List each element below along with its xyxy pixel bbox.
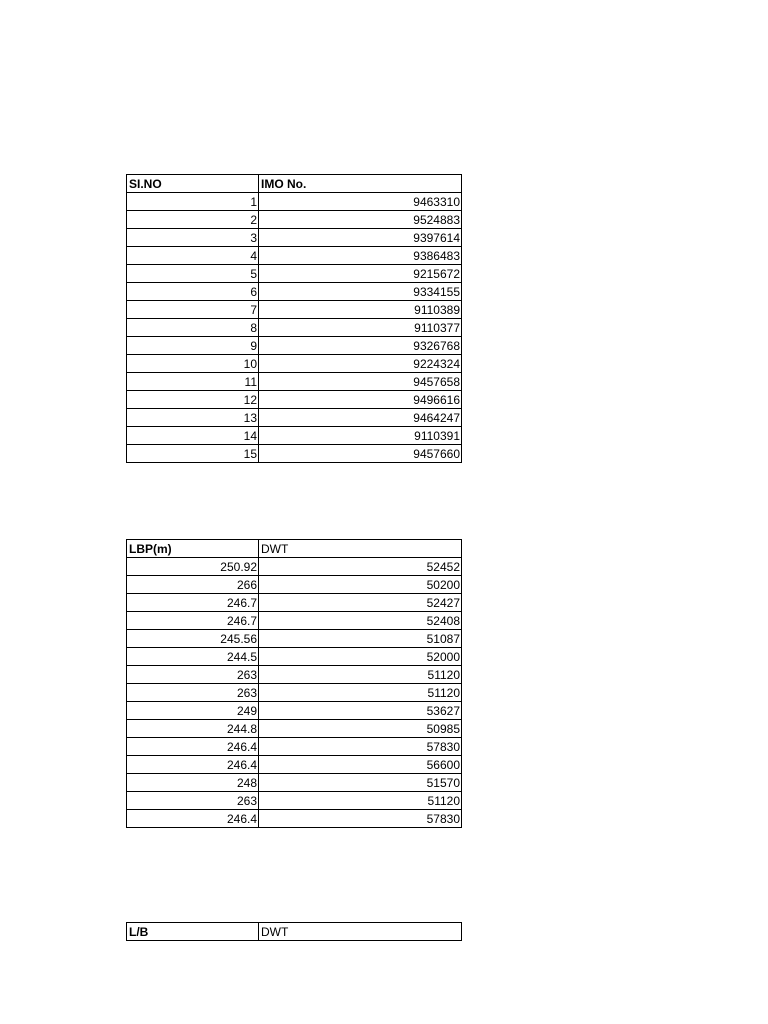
table-cell[interactable]: 2 <box>127 211 259 229</box>
table-row <box>127 391 462 409</box>
header-dwt[interactable]: DWT <box>259 540 462 558</box>
table-cell[interactable]: 9215672 <box>259 265 462 283</box>
header-imo-no[interactable]: IMO No. <box>259 175 462 193</box>
table-cell[interactable]: 52427 <box>259 594 462 612</box>
table-row <box>127 594 462 612</box>
table-cell[interactable]: 9463310 <box>259 193 462 211</box>
table-cell[interactable]: 50200 <box>259 576 462 594</box>
table-row <box>127 373 462 391</box>
table-cell[interactable]: 249 <box>127 702 259 720</box>
lb-dwt-table-header-row <box>127 923 462 941</box>
table-cell[interactable]: 14 <box>127 427 259 445</box>
table-row <box>127 792 462 810</box>
table-cell[interactable]: 1 <box>127 193 259 211</box>
table-row <box>127 211 462 229</box>
table-cell[interactable]: 50985 <box>259 720 462 738</box>
table-cell[interactable]: 9334155 <box>259 283 462 301</box>
table-cell[interactable]: 9110391 <box>259 427 462 445</box>
lbp-dwt-table <box>126 539 462 828</box>
table-cell[interactable]: 52452 <box>259 558 462 576</box>
table-cell[interactable]: 263 <box>127 792 259 810</box>
table-cell[interactable]: 13 <box>127 409 259 427</box>
table-row <box>127 355 462 373</box>
table-cell[interactable]: 57830 <box>259 738 462 756</box>
table-cell[interactable]: 6 <box>127 283 259 301</box>
table-cell[interactable]: 246.4 <box>127 738 259 756</box>
table-cell[interactable]: 9110389 <box>259 301 462 319</box>
table-cell[interactable]: 246.7 <box>127 612 259 630</box>
table-row <box>127 612 462 630</box>
table-cell[interactable]: 9464247 <box>259 409 462 427</box>
table-cell[interactable]: 7 <box>127 301 259 319</box>
table-cell[interactable]: 51570 <box>259 774 462 792</box>
table-cell[interactable]: 15 <box>127 445 259 463</box>
table-row <box>127 576 462 594</box>
table-cell[interactable]: 245.56 <box>127 630 259 648</box>
header-lbp[interactable]: LBP(m) <box>127 540 259 558</box>
header-si-no[interactable]: SI.NO <box>127 175 259 193</box>
table-row <box>127 193 462 211</box>
table-cell[interactable]: 9457660 <box>259 445 462 463</box>
table-cell[interactable]: 246.4 <box>127 810 259 828</box>
table-cell[interactable]: 9224324 <box>259 355 462 373</box>
imo-table-header-row <box>127 175 462 193</box>
table-row <box>127 810 462 828</box>
table-row <box>127 558 462 576</box>
table-row <box>127 409 462 427</box>
table-cell[interactable]: 263 <box>127 684 259 702</box>
table-cell[interactable]: 11 <box>127 373 259 391</box>
table-row <box>127 427 462 445</box>
table-row <box>127 301 462 319</box>
table-cell[interactable]: 10 <box>127 355 259 373</box>
table-cell[interactable]: 51120 <box>259 666 462 684</box>
table-row <box>127 445 462 463</box>
table-cell[interactable]: 248 <box>127 774 259 792</box>
table-cell[interactable]: 266 <box>127 576 259 594</box>
table-cell[interactable]: 9496616 <box>259 391 462 409</box>
lbp-dwt-table-header-row <box>127 540 462 558</box>
table-cell[interactable]: 246.4 <box>127 756 259 774</box>
table-cell[interactable]: 51120 <box>259 684 462 702</box>
table-cell[interactable]: 263 <box>127 666 259 684</box>
table-cell[interactable]: 52000 <box>259 648 462 666</box>
table-row <box>127 702 462 720</box>
table-cell[interactable]: 9326768 <box>259 337 462 355</box>
table-row <box>127 337 462 355</box>
lb-dwt-table <box>126 922 462 941</box>
table-cell[interactable]: 51120 <box>259 792 462 810</box>
lbp-dwt-table-body <box>127 540 462 828</box>
imo-table <box>126 174 462 463</box>
table-cell[interactable]: 8 <box>127 319 259 337</box>
table-cell[interactable]: 9524883 <box>259 211 462 229</box>
header-dwt[interactable]: DWT <box>259 923 462 941</box>
table-row <box>127 756 462 774</box>
table-cell[interactable]: 52408 <box>259 612 462 630</box>
table-cell[interactable]: 57830 <box>259 810 462 828</box>
table-row <box>127 666 462 684</box>
table-cell[interactable]: 3 <box>127 229 259 247</box>
table-cell[interactable]: 9397614 <box>259 229 462 247</box>
table-cell[interactable]: 244.5 <box>127 648 259 666</box>
table-row <box>127 774 462 792</box>
lb-dwt-table-body <box>127 923 462 941</box>
table-cell[interactable]: 12 <box>127 391 259 409</box>
table-row <box>127 684 462 702</box>
table-row <box>127 319 462 337</box>
table-cell[interactable]: 250.92 <box>127 558 259 576</box>
table-cell[interactable]: 244.8 <box>127 720 259 738</box>
table-cell[interactable]: 56600 <box>259 756 462 774</box>
header-lb[interactable]: L/B <box>127 923 259 941</box>
imo-table-body <box>127 175 462 463</box>
table-cell[interactable]: 9457658 <box>259 373 462 391</box>
table-row <box>127 247 462 265</box>
table-cell[interactable]: 51087 <box>259 630 462 648</box>
table-cell[interactable]: 4 <box>127 247 259 265</box>
table-cell[interactable]: 5 <box>127 265 259 283</box>
table-cell[interactable]: 9110377 <box>259 319 462 337</box>
table-row <box>127 720 462 738</box>
table-row <box>127 229 462 247</box>
table-cell[interactable]: 9386483 <box>259 247 462 265</box>
table-row <box>127 630 462 648</box>
table-cell[interactable]: 246.7 <box>127 594 259 612</box>
table-cell[interactable]: 9 <box>127 337 259 355</box>
table-cell[interactable]: 53627 <box>259 702 462 720</box>
table-row <box>127 283 462 301</box>
table-row <box>127 738 462 756</box>
table-row <box>127 265 462 283</box>
table-row <box>127 648 462 666</box>
